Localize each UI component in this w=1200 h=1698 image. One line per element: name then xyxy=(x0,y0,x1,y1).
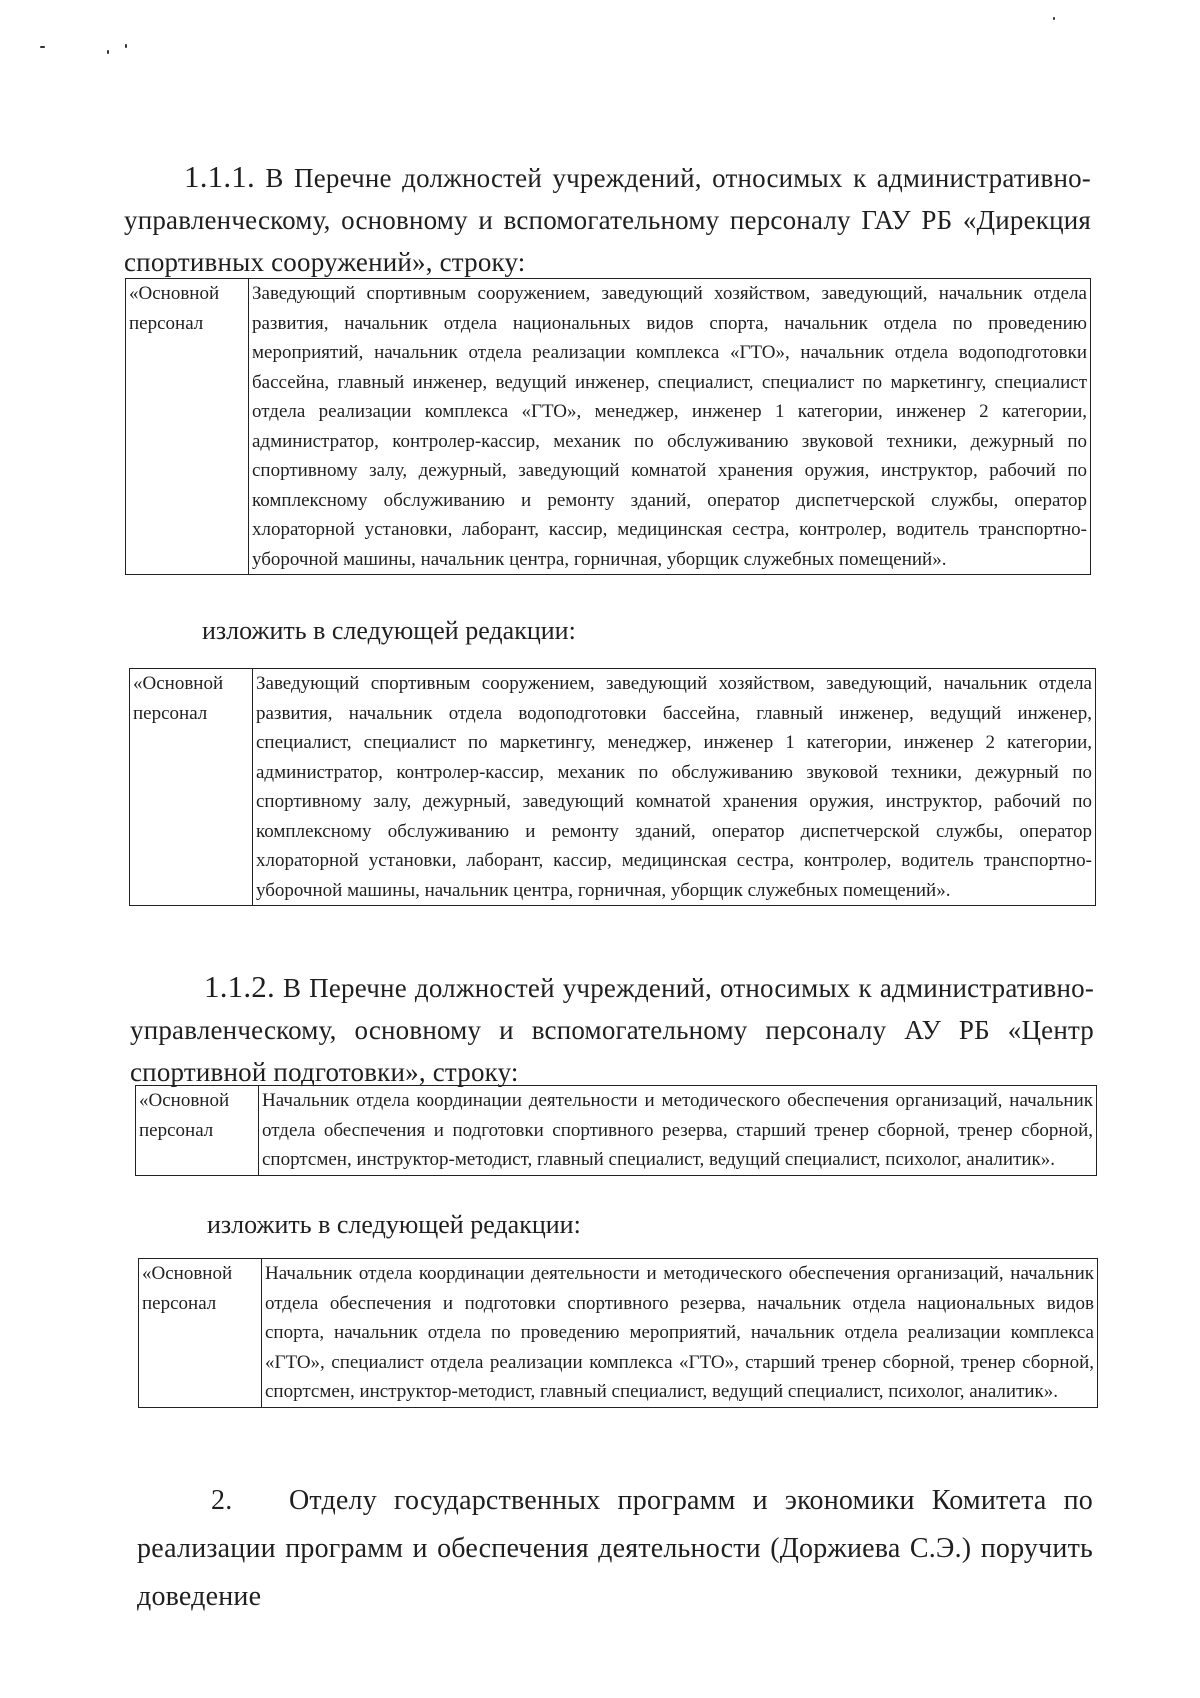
table-row xyxy=(126,279,1091,575)
category-cell: «Основной персонал xyxy=(139,1259,262,1408)
section-2-paragraph xyxy=(137,1477,1093,1621)
category-cell: «Основной персонал xyxy=(136,1086,259,1176)
section-1-1-1-intro-text: В Перечне должностей учреждений, относимых к административно-управленческому, основному и вспомогательному персоналу ГАУ РБ «Дирекция спортивных сооружений», строку: xyxy=(124,163,1092,277)
section-1-1-2-number: 1.1.2. xyxy=(204,969,275,1004)
section-1-1-2-intro-text: В Перечне должностей учреждений, относимых к административно-управленческому, основному и вспомогательному персоналу АУ РБ «Центр спортивной подготовки», строку: xyxy=(130,973,1095,1087)
category-cell: «Основной персонал xyxy=(126,279,249,575)
section-1-1-2-new-table xyxy=(138,1258,1098,1408)
table-row xyxy=(130,669,1096,906)
positions-cell: Начальник отдела координации деятельности и методического обеспечения организаций, начальник отдела обеспечения и подготовки спортивного резерва, начальник отдела национальных видов спорта, начальник отдела по проведению мероприятий, начальник отдела реализации комплекса «ГТО», специалист отдела реализации комплекса «ГТО», старший тренер сборной, тренер сборной, спортсмен, инструктор-методист, главный специалист, ведущий специалист, психолог, аналитик». xyxy=(262,1259,1098,1408)
section-1-1-1-number: 1.1.1. xyxy=(184,159,255,194)
scan-speck xyxy=(40,46,45,48)
category-cell: «Основной персонал xyxy=(130,669,253,906)
scan-speck xyxy=(107,50,109,54)
positions-cell: Заведующий спортивным сооружением, заведующий хозяйством, заведующий, начальник отдела развития, начальник отдела национальных видов спорта, начальник отдела по проведению мероприятий, начальник отдела реализации комплекса «ГТО», начальник отдела водоподготовки бассейна, главный инженер, ведущий инженер, специалист, специалист по маркетингу, специалист отдела реализации комплекса «ГТО», менеджер, инженер 1 категории, инженер 2 категории, администратор, контролер-кассир, механик по обслуживанию звуковой техники, дежурный по спортивному залу, дежурный, заведующий комнатой хранения оружия, инструктор, рабочий по комплексному обслуживанию и ремонту зданий, оператор диспетчерской службы, оператор хлораторной установки, лаборант, кассир, медицинская сестра, контролер, водитель транспортно-уборочной машины, начальник центра, горничная, уборщик служебных помещений». xyxy=(249,279,1091,575)
scan-speck xyxy=(125,44,127,48)
section-1-1-1-new-table xyxy=(129,668,1096,906)
positions-cell: Заведующий спортивным сооружением, заведующий хозяйством, заведующий, начальник отдела развития, начальник отдела водоподготовки бассейна, главный инженер, ведущий инженер, специалист, специалист по маркетингу, менеджер, инженер 1 категории, инженер 2 категории, администратор, контролер-кассир, механик по обслуживанию звуковой техники, дежурный по спортивному залу, дежурный, заведующий комнатой хранения оружия, инструктор, рабочий по комплексному обслуживанию и ремонту зданий, оператор диспетчерской службы, оператор хлораторной установки, лаборант, кассир, медицинская сестра, контролер, водитель транспортно-уборочной машины, начальник центра, горничная, уборщик служебных помещений». xyxy=(253,669,1096,906)
section-1-1-2-old-table xyxy=(135,1085,1097,1176)
table-row xyxy=(136,1086,1097,1176)
section-1-1-2-transition: изложить в следующей редакции: xyxy=(207,1210,581,1239)
table-row xyxy=(139,1259,1098,1408)
section-1-1-1-old-table xyxy=(125,278,1091,575)
section-1-1-1-intro xyxy=(124,156,1091,283)
section-1-1-1-transition: изложить в следующей редакции: xyxy=(202,616,576,645)
positions-cell: Начальник отдела координации деятельности и методического обеспечения организаций, начальник отдела обеспечения и подготовки спортивного резерва, старший тренер сборной, тренер сборной, спортсмен, инструктор-методист, главный специалист, ведущий специалист, психолог, аналитик». xyxy=(259,1086,1097,1176)
section-1-1-2-intro xyxy=(130,966,1094,1093)
scan-speck xyxy=(1053,17,1055,20)
section-2-number: 2. xyxy=(211,1485,233,1516)
section-2-text: Отделу государственных программ и экономики Комитета по реализации программ и обеспечения деятельности (Доржиева С.Э.) поручить доведение xyxy=(137,1485,1093,1612)
